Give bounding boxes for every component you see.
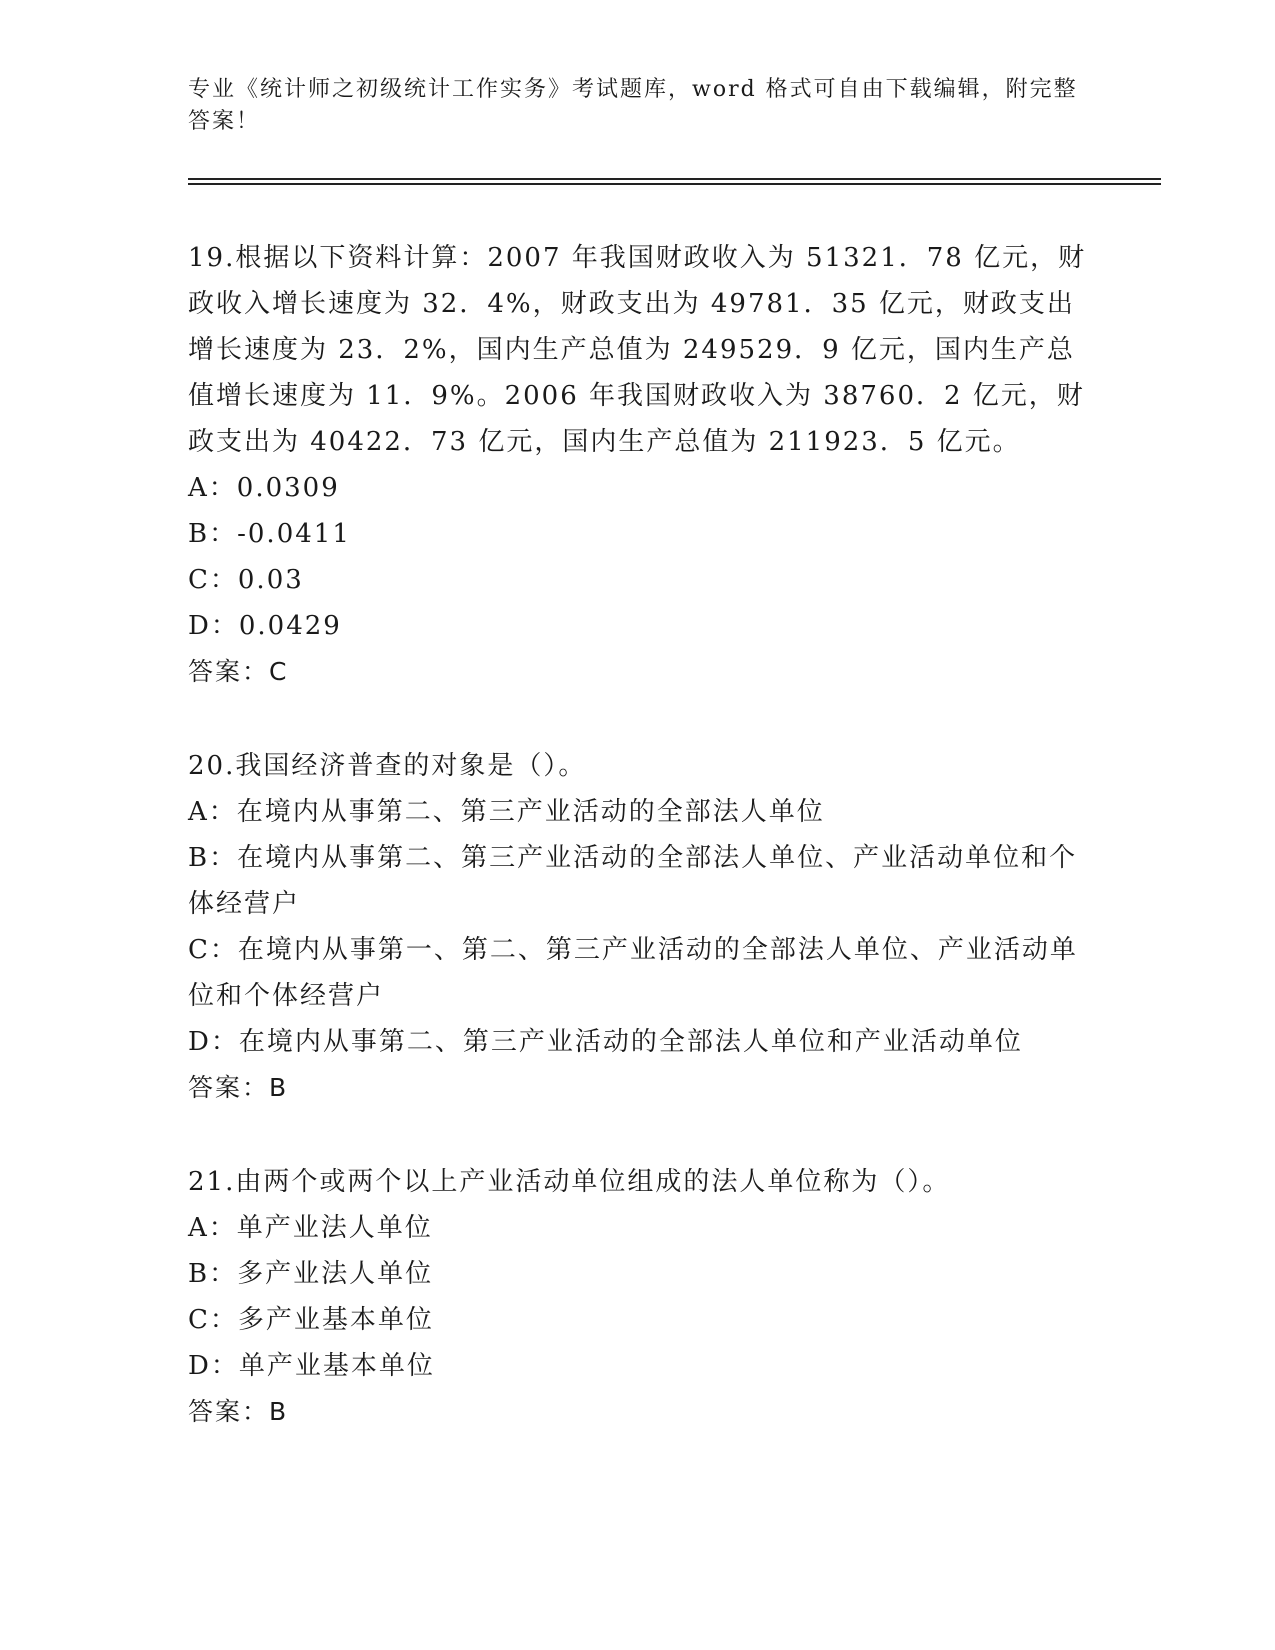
option-d: D：0.0429 [188,611,342,641]
option-b: B：-0.0411 [188,519,351,549]
option-d: D：在境内从事第二、第三产业活动的全部法人单位和产业活动单位 [188,1027,1023,1057]
question-21 [188,1159,1088,1435]
question-20 [188,743,1088,1111]
header-rule-top [188,178,1161,180]
question-list [188,235,1088,1435]
option-c: C：多产业基本单位 [188,1305,434,1335]
question-stem: 21.由两个或两个以上产业活动单位组成的法人单位称为（）。 [188,1167,951,1197]
option-a: A：单产业法人单位 [188,1213,433,1243]
option-d: D：单产业基本单位 [188,1351,435,1381]
option-a: A：0.0309 [188,473,340,503]
header-rule-bottom [188,183,1161,185]
option-b: B：在境内从事第二、第三产业活动的全部法人单位、产业活动单位和个体经营户 [188,843,1078,919]
option-a: A：在境内从事第二、第三产业活动的全部法人单位 [188,797,825,827]
question-stem: 19.根据以下资料计算：2007 年我国财政收入为 51321．78 亿元，财政收入增长速度为 32．4%，财政支出为 49781．35 亿元，财政支出增长速度为 23．2%，国内生产总值为 249529．9 亿元，国内生产总值增长速度为 11．9%。2006 年我国财政收入为 38760．2 亿元，财政支出为 40422．73 亿元，国内生产总值为 211923．5 亿元。 [188,243,1087,457]
answer: 答案：C [188,657,289,686]
answer: 答案：B [188,1073,289,1102]
question-gap [188,1111,1088,1159]
answer: 答案：B [188,1397,289,1426]
option-c: C：0.03 [188,565,304,595]
question-gap [188,695,1088,743]
page-header: 专业《统计师之初级统计工作实务》考试题库，word 格式可自由下载编辑，附完整答案！ [188,77,1078,134]
option-b: B：多产业法人单位 [188,1259,434,1289]
question-19 [188,235,1088,695]
question-stem: 20.我国经济普查的对象是（）。 [188,751,587,781]
option-c: C：在境内从事第一、第二、第三产业活动的全部法人单位、产业活动单位和个体经营户 [188,935,1078,1011]
